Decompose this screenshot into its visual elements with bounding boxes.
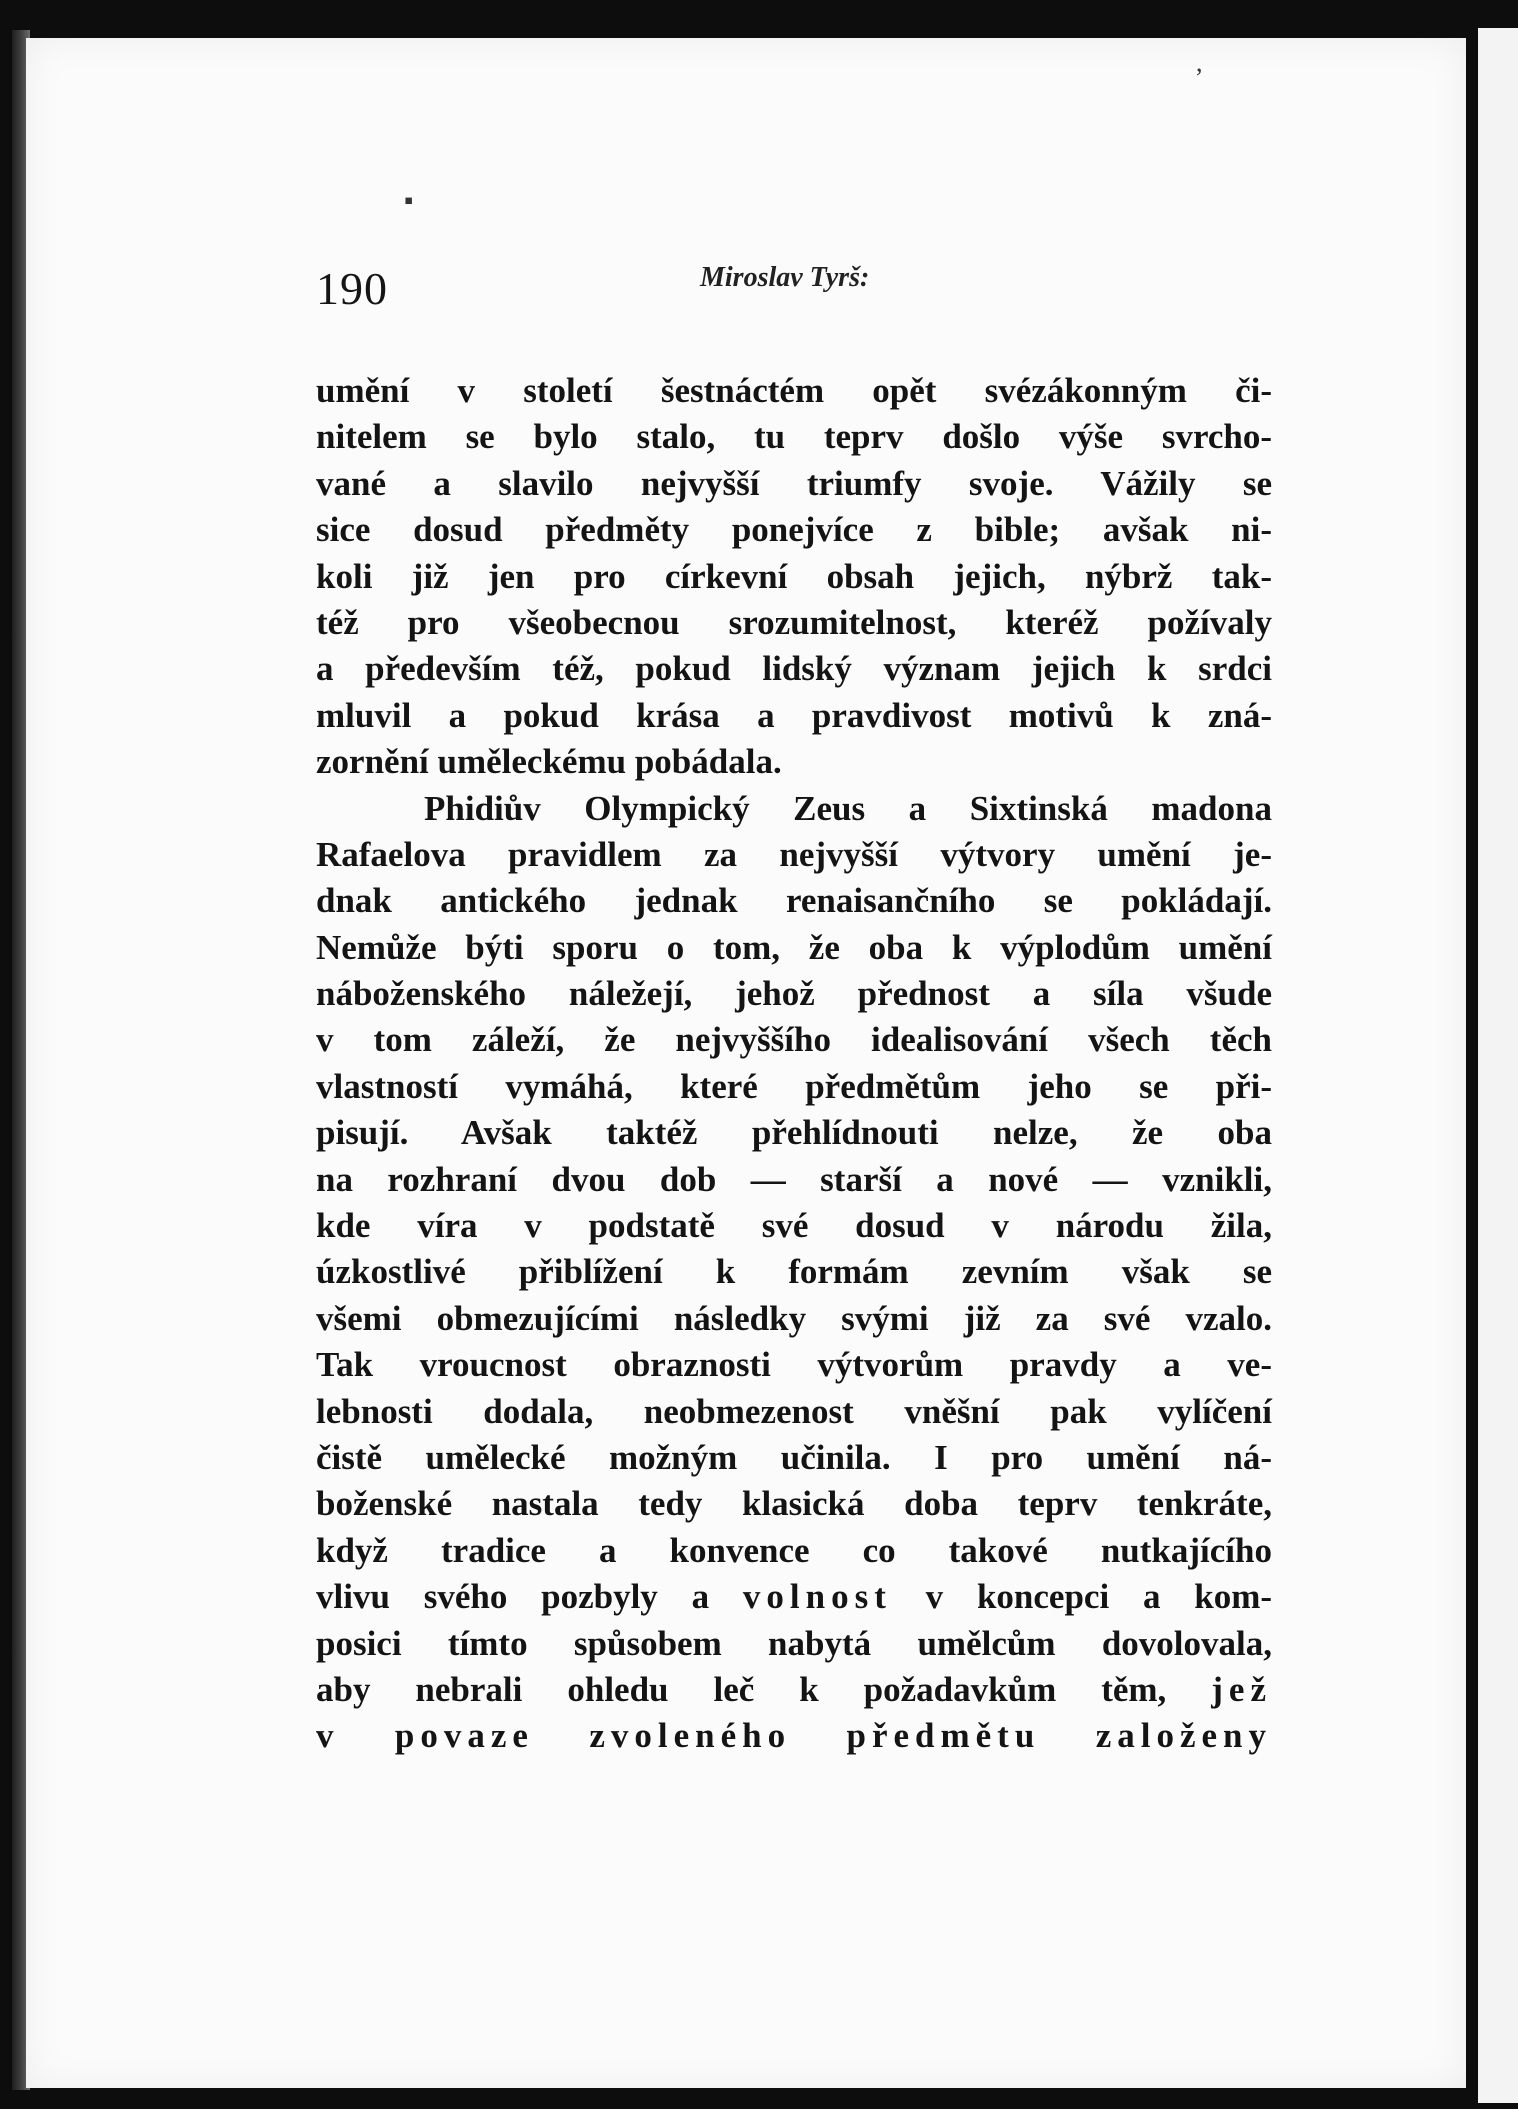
text-line: posici tímto spůsobem nabytá umělcům dovolovala, <box>316 1623 1272 1663</box>
page-number: 190 <box>316 263 388 314</box>
ink-comma-mark: , <box>1196 48 1203 77</box>
running-head <box>316 256 1276 316</box>
text-segment: vlivu svého pozbyly a <box>316 1577 710 1617</box>
text-line: v tom záleží, že nejvyššího idealisování všech těch <box>316 1020 1272 1060</box>
text-line <box>316 1667 1272 1713</box>
text-line: a především též, pokud lidský význam jejich k srdci <box>316 649 1272 689</box>
text-line: všemi obmezujícími následky svými již za své vzalo. <box>316 1298 1272 1338</box>
text-line: koli již jen pro církevní obsah jejich, nýbrž tak- <box>316 556 1272 596</box>
text-line: vané a slavilo nejvyšší triumfy svoje. Vážily se <box>316 463 1272 503</box>
text-line: lebnosti dodala, neobmezenost vněšní pak vylíčení <box>316 1391 1272 1431</box>
text-line <box>316 1574 1272 1620</box>
text-line: na rozhraní dvou dob — starší a nové — vznikli, <box>316 1159 1272 1199</box>
body-text <box>316 368 1272 1760</box>
text-line: boženské nastala tedy klasická doba teprv tenkráte, <box>316 1484 1272 1524</box>
text-line: Tak vroucnost obraznosti výtvorům pravdy a ve- <box>316 1345 1272 1385</box>
spaced-emphasis: jež <box>1211 1669 1272 1709</box>
text-line: též pro všeobecnou srozumitelnost, kteréž požívaly <box>316 602 1272 642</box>
next-page-edge <box>1478 28 1518 2103</box>
text-segment: aby nebrali ohledu leč k požadavkům těm, <box>316 1669 1167 1709</box>
paragraph-start-line: Phidiův Olympický Zeus a Sixtinská madona <box>424 788 1272 828</box>
text-line: nitelem se bylo stalo, tu teprv došlo výše svrcho- <box>316 417 1272 457</box>
text-line: vlastností vymáhá, které předmětům jeho se při- <box>316 1066 1272 1106</box>
spaced-emphasis-line: v povaze zvoleného předmětu založeny <box>316 1716 1272 1756</box>
text-line: mluvil a pokud krása a pravdivost motivů k zná- <box>316 695 1272 735</box>
text-line: pisují. Avšak taktéž přehlídnouti nelze, že oba <box>316 1113 1272 1153</box>
text-line: sice dosud předměty ponejvíce z bible; avšak ni- <box>316 510 1272 550</box>
paragraph-end-line: zornění uměleckému pobádala. <box>316 742 782 782</box>
text-line: dnak antického jednak renaisančního se pokládají. <box>316 881 1272 921</box>
spaced-emphasis: volnost <box>742 1577 892 1617</box>
text-line: když tradice a konvence co takové nutkajícího <box>316 1530 1272 1570</box>
text-line: Rafaelova pravidlem za nejvyšší výtvory umění je- <box>316 834 1272 874</box>
text-line: náboženského náležejí, jehož přednost a síla všude <box>316 974 1272 1014</box>
running-title: Miroslav Tyrš: <box>700 262 870 293</box>
text-line: čistě umělecké možným učinila. I pro umění ná- <box>316 1437 1272 1477</box>
text-segment: v koncepci a kom- <box>925 1577 1273 1617</box>
text-line: úzkostlivé přiblížení k formám zevním však se <box>316 1252 1272 1292</box>
ink-dot-mark: ▪ <box>404 186 414 215</box>
text-line: kde víra v podstatě své dosud v národu žila, <box>316 1206 1272 1246</box>
text-line: umění v století šestnáctém opět svézákonným či- <box>316 371 1272 410</box>
text-line: Nemůže býti sporu o tom, že oba k výplodům umění <box>316 927 1272 967</box>
